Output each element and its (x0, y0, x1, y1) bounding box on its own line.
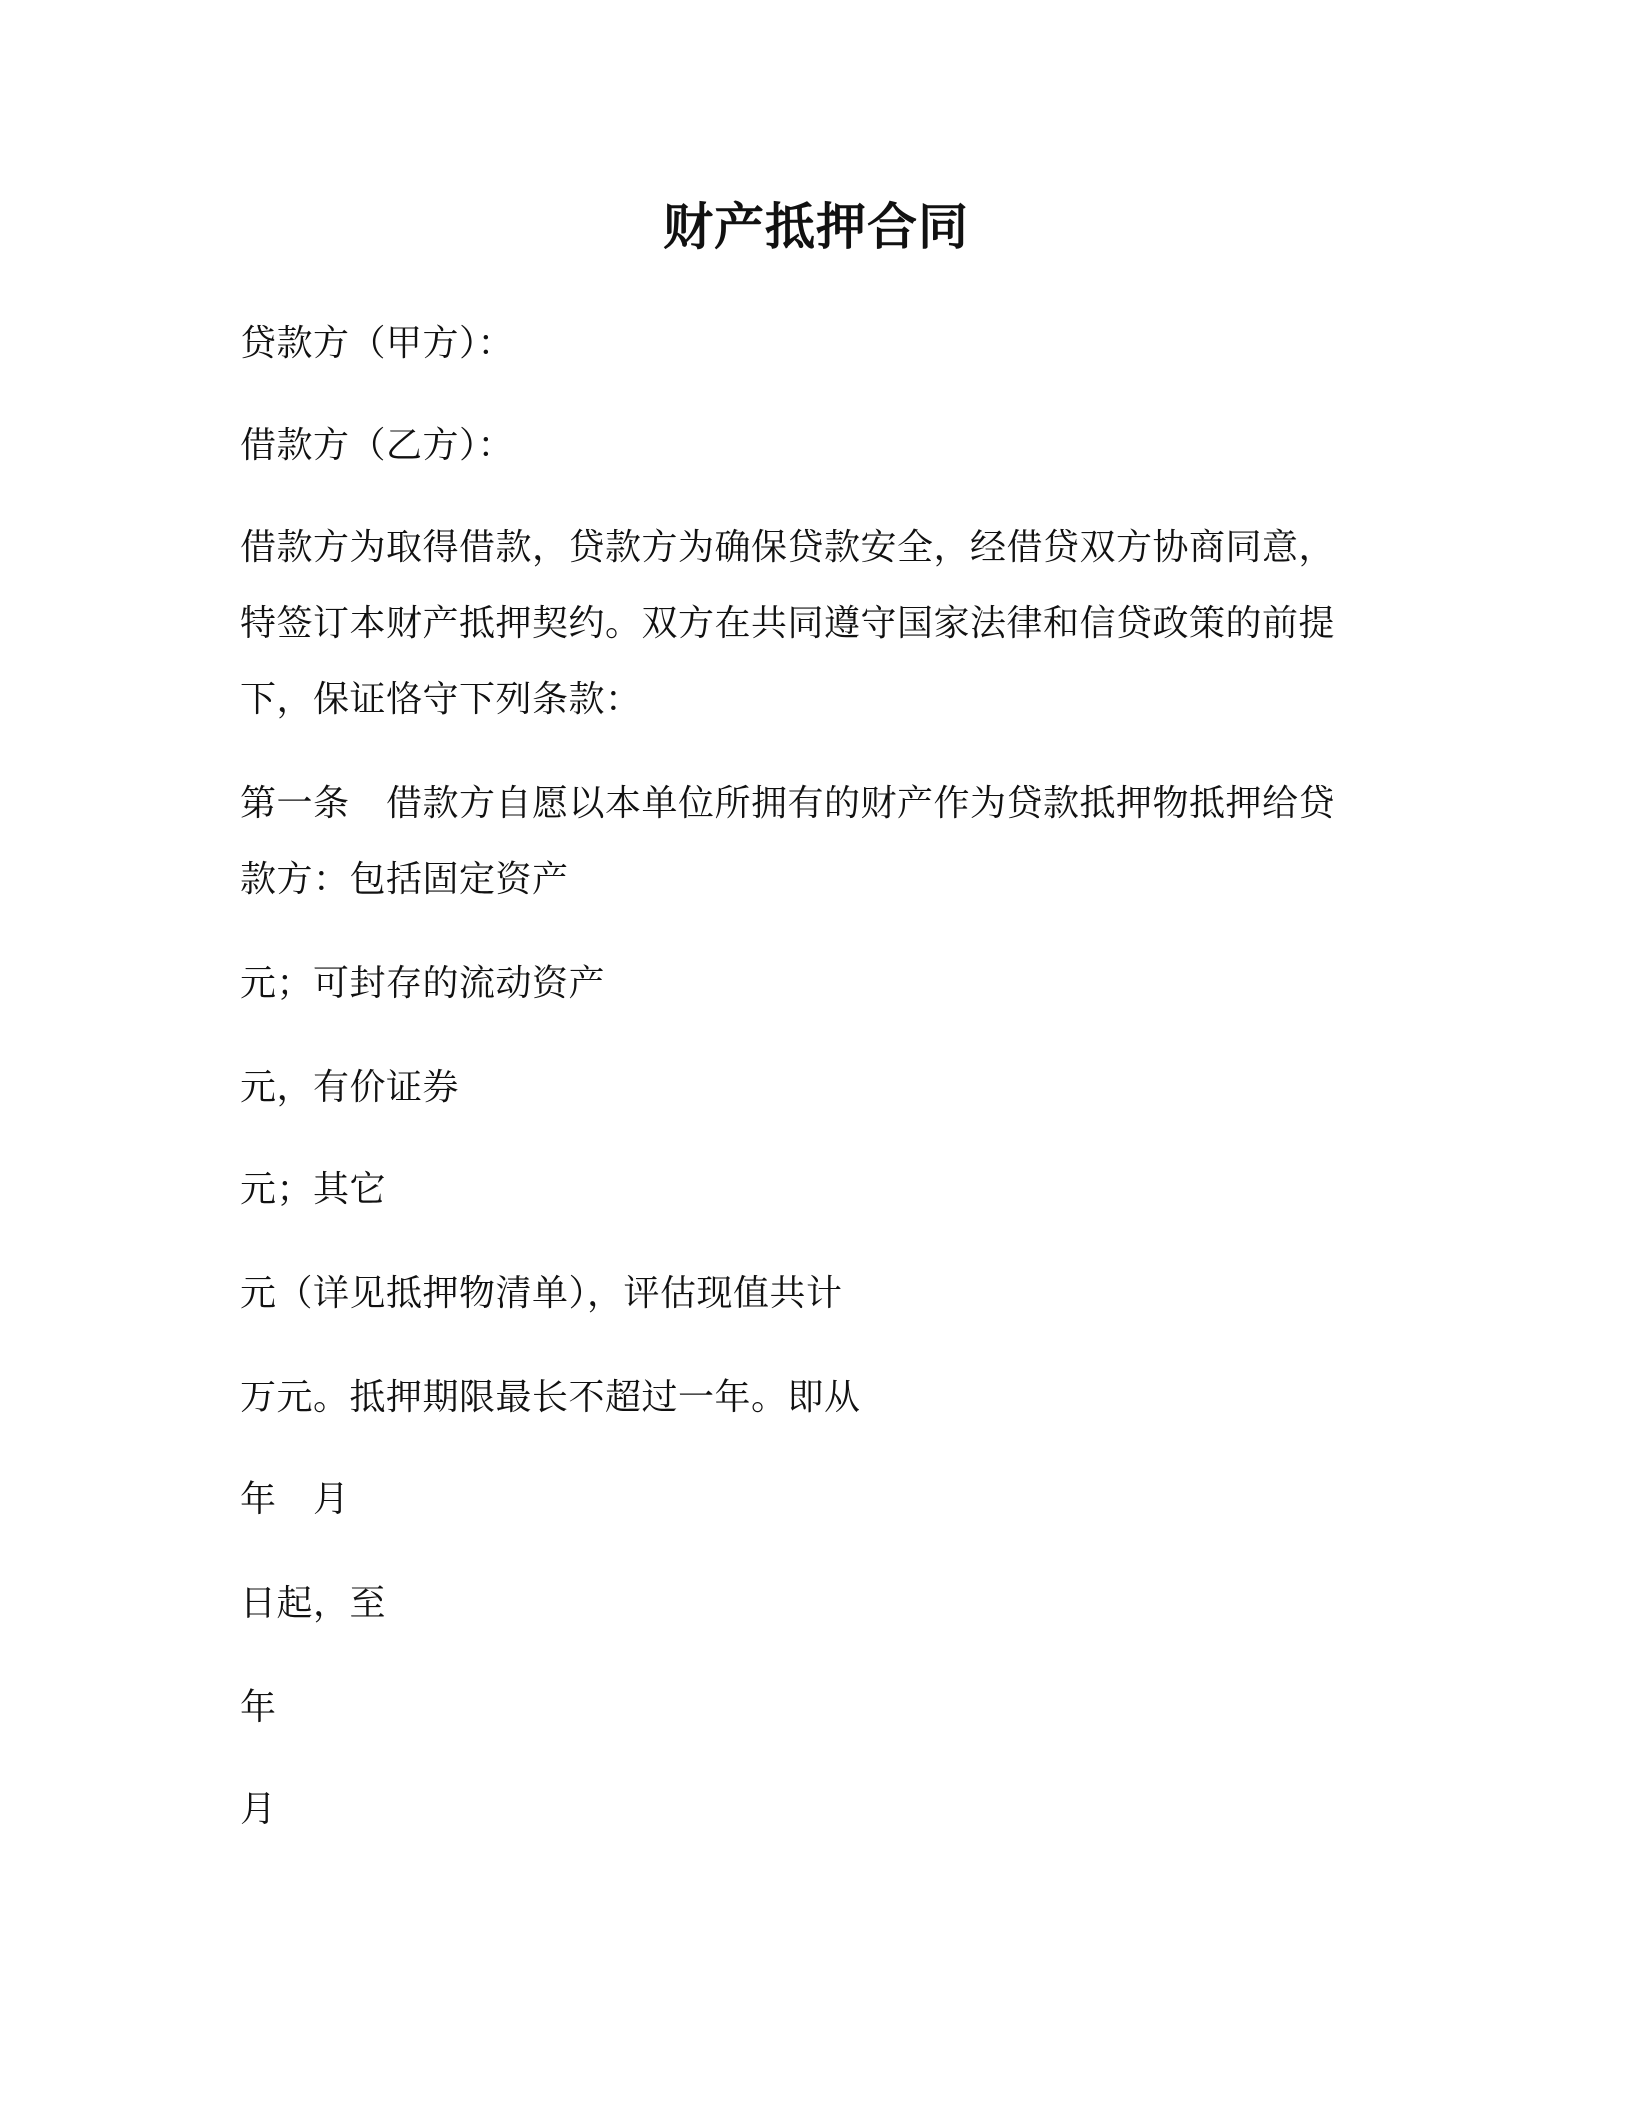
article1-line: 年 月 (240, 1479, 350, 1520)
article1-line: 元；其它 (240, 1169, 387, 1210)
intro-line: 下，保证恪守下列条款： (240, 679, 642, 720)
article1-line: 元，有价证券 (240, 1067, 460, 1108)
document-title: 财产抵押合同 (663, 198, 969, 256)
article1-line: 万元。抵押期限最长不超过一年。即从 (240, 1377, 861, 1418)
intro-line: 借款方为取得借款，贷款方为确保贷款安全，经借贷双方协商同意， (240, 527, 1336, 568)
article1-line: 元（详见抵押物清单），评估现值共计 (240, 1273, 843, 1314)
intro-line: 特签订本财产抵押契约。双方在共同遵守国家法律和信贷政策的前提 (240, 603, 1336, 644)
lender-label: 贷款方（甲方）： (240, 323, 515, 364)
article1-line: 款方：包括固定资产 (240, 859, 569, 900)
article1-line: 月 (240, 1789, 277, 1830)
article1-line: 年 (240, 1687, 277, 1728)
article1-line: 元；可封存的流动资产 (240, 963, 606, 1004)
article1-line: 第一条 借款方自愿以本单位所拥有的财产作为贷款抵押物抵押给贷 (240, 783, 1336, 824)
article1-line: 日起，至 (240, 1583, 387, 1624)
borrower-label: 借款方（乙方）： (240, 425, 515, 466)
